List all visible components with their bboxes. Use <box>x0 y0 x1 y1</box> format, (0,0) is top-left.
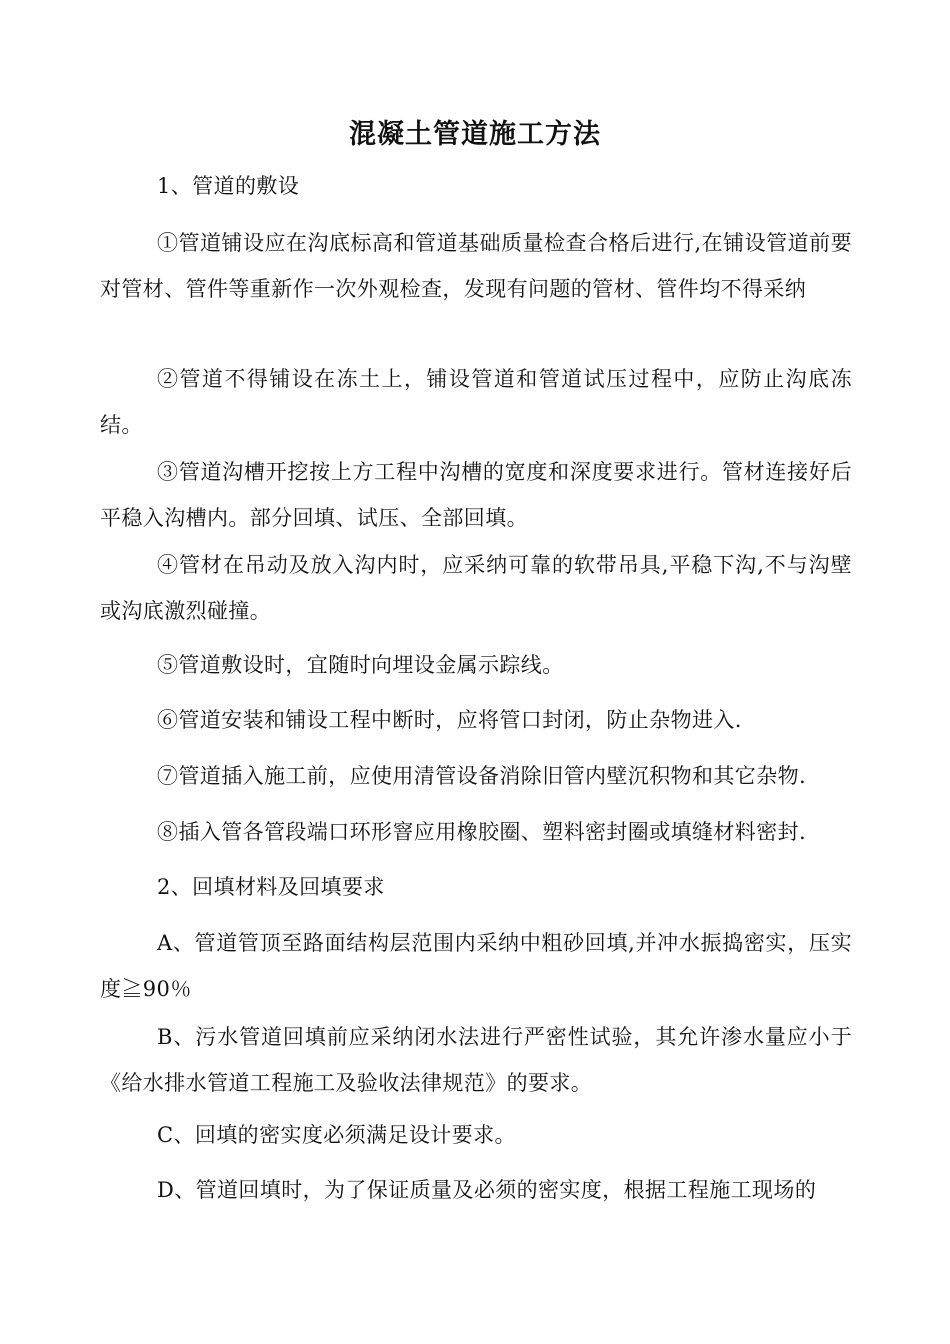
paragraph-item-2: ②管道不得铺设在冻土上，铺设管道和管道试压过程中，应防止沟底冻结。 <box>100 367 852 437</box>
paragraph-item-c: C、回填的密实度必须满足设计要求。 <box>157 1123 516 1147</box>
section-heading-2: 2、回填材料及回填要求 <box>157 875 385 899</box>
paragraph-item-5: ⑤管道敷设时，宜随时向埋设金属示踪线。 <box>157 653 564 677</box>
paragraph-item-d: D、管道回填时，为了保证质量及必须的密实度，根据工程施工现场的 <box>157 1178 817 1202</box>
paragraph-item-1: ①管道铺设应在沟底标高和管道基础质量检查合格后进行,在铺设管道前要对管材、管件等重新作一次外观检查，发现有问题的管材、管件均不得采纳 <box>100 231 852 301</box>
section-heading-1: 1、管道的敷设 <box>157 174 300 198</box>
paragraph-item-8: ⑧插入管各管段端口环形窨应用橡胶圈、塑料密封圈或填缝材料密封. <box>157 820 807 844</box>
paragraph-item-a: A、管道管顶至路面结构层范围内采纳中粗砂回填,并冲水振捣密实，压实度≧90％ <box>100 931 852 1001</box>
paragraph-item-3: ③管道沟槽开挖按上方工程中沟槽的宽度和深度要求进行。管材连接好后平稳入沟槽内。部分回填、试压、全部回填。 <box>100 460 852 530</box>
paragraph-item-4: ④管材在吊动及放入沟内时，应采纳可靠的软带吊具,平稳下沟,不与沟壁或沟底激烈碰撞。 <box>100 553 852 623</box>
paragraph-item-7: ⑦管道插入施工前，应使用清管设备消除旧管内壁沉积物和其它杂物. <box>157 764 807 788</box>
paragraph-item-6: ⑥管道安装和铺设工程中断时，应将管口封闭，防止杂物进入. <box>157 708 742 732</box>
paragraph-item-b: B、污水管道回填前应采纳闭水法进行严密性试验，其允许渗水量应小于《给水排水管道工程施工及验收法律规范》的要求。 <box>100 1025 852 1095</box>
document-title: 混凝土管道施工方法 <box>349 119 601 150</box>
